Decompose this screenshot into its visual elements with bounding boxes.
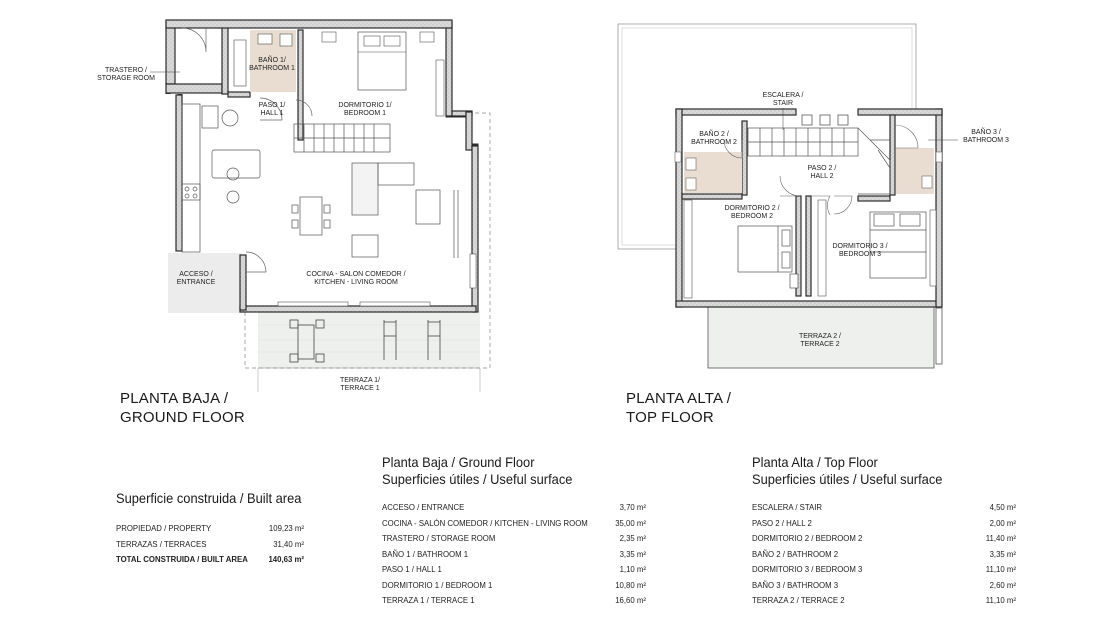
label-stair-en: STAIR: [772, 100, 794, 107]
row-label: BAÑO 2 / BATHROOM 2: [752, 549, 839, 559]
label-entrance-en: ENTRANCE: [176, 279, 216, 286]
row-value: 3,35 m²: [619, 549, 646, 559]
label-bedroom-2-en: BEDROOM 2: [730, 213, 774, 220]
table-row: [382, 593, 646, 609]
table-row: [752, 547, 1016, 563]
label-bathroom-1: BAÑO 1/: [258, 57, 286, 64]
top-floor-title-es: PLANTA ALTA /: [626, 390, 732, 407]
row-value: 2,00 m²: [989, 518, 1016, 528]
row-label: PASO 2 / HALL 2: [752, 518, 812, 528]
ground-floor-title-es: PLANTA BAJA /: [120, 390, 229, 407]
bedroom-1-bed: [358, 32, 406, 90]
row-label: BAÑO 3 / BATHROOM 3: [752, 580, 839, 590]
label-storage-room: TRASTERO /: [104, 67, 148, 74]
table-row: [752, 516, 1016, 532]
ground-floor-title: [120, 389, 245, 427]
label-hall-2: PASO 2 /: [807, 165, 837, 172]
ground-floor-plan: [97, 20, 490, 392]
row-label: BAÑO 1 / BATHROOM 1: [382, 549, 469, 559]
ground-table-header: [382, 454, 572, 488]
row-value: 3,35 m²: [989, 549, 1016, 559]
table-row: [382, 562, 646, 578]
row-value: 1,10 m²: [619, 565, 646, 574]
label-hall-1-en: HALL 1: [260, 110, 284, 117]
table-row: [382, 547, 646, 563]
top-surface-table: [752, 500, 1016, 609]
row-value: 11,40 m²: [985, 534, 1016, 543]
table-row: [382, 531, 646, 547]
row-value: 2,35 m²: [619, 534, 646, 543]
built-area-title: Superficie construida / Built area: [116, 490, 302, 506]
label-storage-room-en: STORAGE ROOM: [97, 75, 155, 82]
row-value: 109,23 m²: [268, 524, 304, 533]
row-value: 11,10 m²: [985, 565, 1016, 574]
label-bathroom-2-en: BATHROOM 2: [691, 139, 737, 146]
top-floor-plan: [618, 24, 1009, 368]
label-terrace-1-en: TERRACE 1: [340, 385, 380, 392]
table-row: [752, 593, 1016, 609]
row-label: DORMITORIO 1 / BEDROOM 1: [382, 580, 493, 590]
table-row: [382, 578, 646, 594]
built-area-table: [116, 521, 304, 568]
row-label: DORMITORIO 2 / BEDROOM 2: [752, 534, 863, 543]
label-terrace-2: TERRAZA 2 /: [798, 333, 842, 340]
row-value: 35,00 m²: [615, 518, 646, 528]
table-row: [382, 500, 646, 516]
label-terrace-1: TERRAZA 1/: [339, 377, 381, 384]
row-label: TERRAZA 2 / TERRACE 2: [752, 596, 845, 605]
row-value: 140,63 m²: [268, 555, 304, 564]
label-bathroom-3-en: BATHROOM 3: [963, 137, 1009, 144]
ground-stairs: [294, 124, 390, 152]
ground-floor-title-en: GROUND FLOOR: [120, 409, 245, 426]
table-row: [752, 531, 1016, 547]
ground-table-title: Planta Baja / Ground Floor: [382, 454, 535, 470]
row-value: 11,10 m²: [985, 596, 1016, 605]
table-row: [752, 562, 1016, 578]
ground-table-subtitle: Superficies útiles / Useful surface: [382, 471, 573, 487]
table-row: [116, 521, 304, 537]
table-row: [116, 537, 304, 553]
table-row: [752, 500, 1016, 516]
table-row-total: [116, 552, 304, 568]
row-value: 31,40 m²: [273, 539, 304, 549]
row-value: 10,80 m²: [615, 580, 646, 590]
label-hall-2-en: HALL 2: [810, 173, 834, 180]
row-label: COCINA - SALÓN COMEDOR / KITCHEN - LIVING ROOM: [382, 518, 588, 528]
label-stair: ESCALERA /: [762, 92, 804, 99]
label-terrace-2-en: TERRACE 2: [800, 341, 840, 348]
label-bathroom-2: BAÑO 2 /: [699, 131, 729, 138]
table-row: [752, 578, 1016, 594]
label-kitchen-living-en: KITCHEN - LIVING ROOM: [314, 279, 398, 286]
label-bathroom-1-en: BATHROOM 1: [249, 65, 295, 72]
top-table-header: [752, 454, 942, 488]
label-bedroom-3: DORMITORIO 3 /: [832, 243, 888, 250]
row-label: TERRAZA 1 / TERRACE 1: [382, 596, 475, 605]
row-value: 2,60 m²: [989, 580, 1016, 590]
label-entrance: ACCESO /: [179, 271, 213, 278]
row-label: PASO 1 / HALL 1: [382, 565, 442, 574]
label-hall-1: PASO 1/: [258, 102, 286, 109]
label-bathroom-3: BAÑO 3 /: [971, 129, 1001, 136]
row-label: ACCESO / ENTRANCE: [382, 503, 465, 512]
row-value: 3,70 m²: [619, 503, 646, 512]
row-label: DORMITORIO 3 / BEDROOM 3: [752, 565, 863, 574]
row-value: 4,50 m²: [989, 503, 1016, 512]
top-table-title: Planta Alta / Top Floor: [752, 454, 878, 470]
label-bedroom-1: DORMITORIO 1/: [338, 102, 392, 109]
table-row: [382, 516, 646, 532]
row-label: PROPIEDAD / PROPERTY: [116, 524, 212, 533]
row-label: TERRAZAS / TERRACES: [116, 539, 207, 549]
row-label: ESCALERA / STAIR: [752, 503, 823, 512]
top-floor-title: [626, 389, 731, 427]
label-bedroom-1-en: BEDROOM 1: [343, 110, 387, 117]
ground-surface-table: [382, 500, 646, 609]
label-kitchen-living: COCINA - SALON COMEDOR /: [306, 271, 406, 278]
label-bedroom-3-en: BEDROOM 3: [838, 251, 882, 258]
row-label: TRASTERO / STORAGE ROOM: [382, 534, 496, 543]
terrace-1-area: [258, 310, 480, 368]
top-floor-title-en: TOP FLOOR: [626, 409, 714, 426]
row-value: 16,60 m²: [615, 596, 646, 605]
row-label: TOTAL CONSTRUIDA / BUILT AREA: [116, 555, 248, 564]
label-bedroom-2: DORMITORIO 2 /: [724, 205, 780, 212]
top-table-subtitle: Superficies útiles / Useful surface: [752, 471, 943, 487]
